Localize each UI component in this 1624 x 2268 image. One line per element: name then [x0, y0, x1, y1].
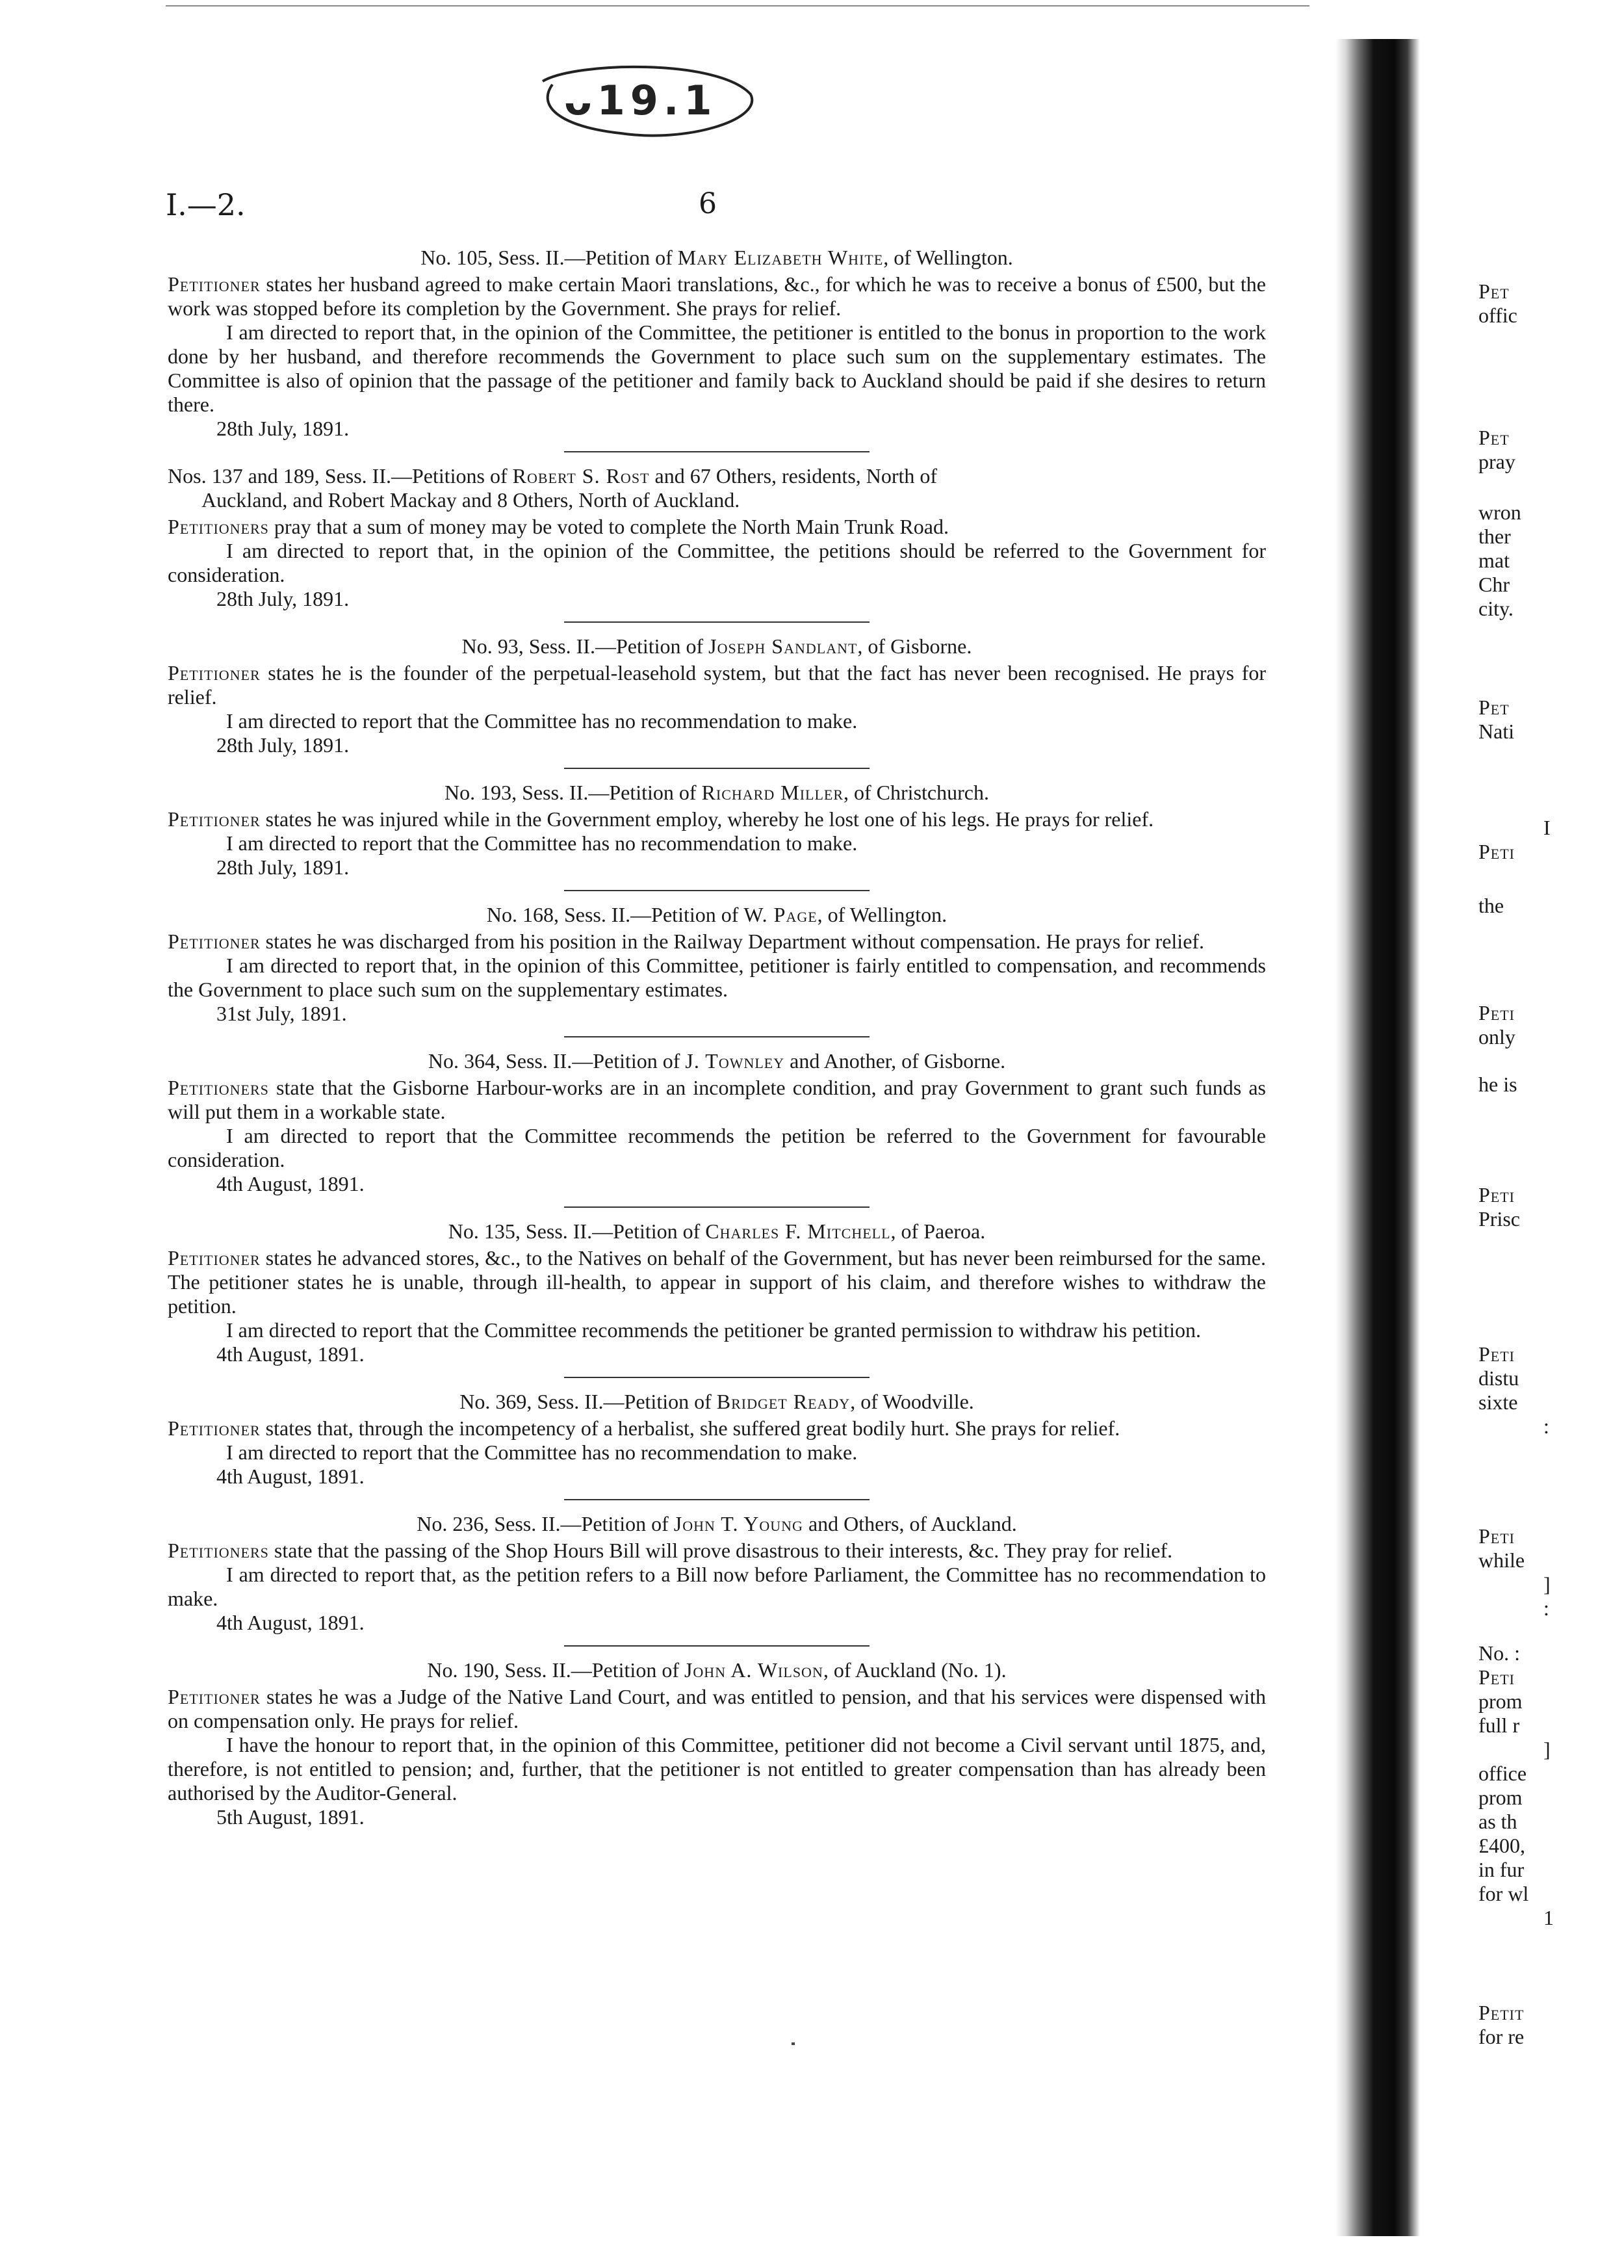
section-divider: [564, 1377, 870, 1378]
fragment-line: Petit: [1478, 2001, 1525, 2024]
handwritten-mark: ᴗ19.1: [564, 77, 717, 124]
fragment-line: :: [1543, 1414, 1549, 1438]
fragment-line: ]: [1543, 1572, 1551, 1596]
petition-statement: [168, 661, 1266, 709]
facing-page-fragment: [1478, 1183, 1624, 1231]
petition-entry: [168, 1049, 1266, 1196]
facing-page-fragment: [1478, 1001, 1624, 1049]
petition-lead: Petitioners: [168, 1539, 269, 1562]
petition-entry: [168, 1390, 1266, 1489]
fragment-line: city.: [1478, 597, 1514, 620]
heading-location: , of Auckland (No. 1).: [823, 1658, 1007, 1682]
petition-heading: [168, 1219, 1266, 1244]
heading-number: No. 369, Sess. II.—Petition of: [459, 1390, 717, 1413]
facing-page-fragment: [1478, 1641, 1624, 1930]
petition-text: states he is the founder of the perpetual-leasehold system, but that the fact has never been recognised. He prays for relief.: [168, 661, 1266, 709]
petition-entry: [168, 464, 1266, 611]
facing-page-fragment: [1478, 501, 1624, 621]
section-divider: [564, 621, 870, 623]
petition-text: states he was a Judge of the Native Land Court, and was entitled to pension, and that his services were dispensed with on compensation only. He prays for relief.: [168, 1685, 1266, 1732]
report-date: 28th July, 1891.: [216, 733, 350, 757]
petition-heading: [168, 1512, 1266, 1536]
heading-number: Nos. 137 and 189, Sess. II.—Petitions of: [168, 464, 513, 488]
facing-page-fragment: [1478, 696, 1624, 744]
petitioner-name: J. Townley: [685, 1049, 785, 1073]
petitioner-name: Bridget Ready: [716, 1390, 851, 1413]
fragment-line: in fur: [1478, 1858, 1525, 1881]
report-date: 4th August, 1891.: [216, 1342, 365, 1366]
petition-statement: [168, 1685, 1266, 1733]
petition-text: state that the Gisborne Harbour-works are in an incomplete condition, and pray Government to grant such funds as will put them in a workable state.: [168, 1076, 1266, 1123]
committee-report: I am directed to report that the Committee has no recommendation to make.: [226, 709, 858, 733]
petition-statement: [168, 930, 1266, 954]
petition-lead: Petitioner: [168, 1416, 261, 1440]
petition-heading: [168, 246, 1266, 270]
fragment-line: Pet: [1478, 426, 1510, 449]
facing-page-fragment: [1478, 2001, 1624, 2049]
petitioner-name: Mary Elizabeth White: [677, 246, 884, 269]
fragment-line: for wl: [1478, 1882, 1529, 1905]
heading-location: , of Wellington.: [883, 246, 1013, 269]
heading-location: , of Christchurch.: [844, 781, 989, 804]
petitioner-name: John T. Young: [673, 1512, 803, 1535]
facing-page-fragment: [1478, 426, 1624, 474]
fragment-line: only: [1478, 1025, 1515, 1049]
petition-heading: [168, 781, 1266, 805]
petition-lead: Petitioners: [168, 1076, 269, 1099]
petition-text: state that the passing of the Shop Hours Bill will prove disastrous to their interests, &c. They pray for relief.: [268, 1539, 1173, 1562]
heading-number: No. 193, Sess. II.—Petition of: [445, 781, 702, 804]
fragment-line: while: [1478, 1548, 1525, 1572]
fragment-line: Chr: [1478, 573, 1510, 596]
heading-number: No. 364, Sess. II.—Petition of: [428, 1049, 686, 1073]
report-date: 4th August, 1891.: [216, 1172, 365, 1195]
petition-statement: [168, 1416, 1266, 1440]
document-reference: I.—2.: [166, 187, 246, 222]
fragment-line: he is: [1478, 1073, 1517, 1096]
fragment-line: for re: [1478, 2025, 1525, 2048]
fragment-line: £400,: [1478, 1834, 1525, 1857]
heading-location: and 67 Others, residents, North of: [649, 464, 938, 488]
committee-report: I am directed to report that the Committee has no recommendation to make.: [226, 831, 858, 855]
petition-lead: Petitioner: [168, 807, 261, 831]
petition-lead: Petitioner: [168, 930, 261, 953]
petition-entry: [168, 246, 1266, 441]
fragment-line: Pet: [1478, 696, 1510, 719]
petition-entry: [168, 1658, 1266, 1829]
petitioner-name: John A. Wilson: [684, 1658, 823, 1682]
petition-statement: [168, 807, 1266, 831]
fragment-line: Peti: [1478, 840, 1515, 863]
facing-page-fragment: [1478, 1073, 1624, 1097]
committee-report: I am directed to report that, as the petition refers to a Bill now before Parliament, the Committee has no recommendation to make.: [168, 1563, 1266, 1610]
petition-lead: Petitioners: [168, 515, 269, 538]
petition-entry: [168, 1219, 1266, 1366]
fragment-line: Peti: [1478, 1342, 1515, 1366]
top-edge-rule: [166, 5, 1309, 7]
fragment-line: full r: [1478, 1714, 1520, 1737]
heading-location: , of Wellington.: [817, 903, 947, 926]
fragment-line: Peti: [1478, 1001, 1515, 1024]
petition-heading: [168, 1658, 1266, 1682]
petition-entry: [168, 781, 1266, 880]
fragment-line: :: [1543, 1597, 1549, 1620]
fragment-line: Nati: [1478, 720, 1515, 743]
facing-page-fragment: [1478, 1342, 1624, 1439]
petition-lead: Petitioner: [168, 1246, 261, 1270]
petition-statement: [168, 1076, 1266, 1124]
fragment-line: Peti: [1478, 1524, 1515, 1548]
petitioner-name: Joseph Sandlant: [708, 634, 858, 658]
fragment-line: Peti: [1478, 1183, 1515, 1206]
petition-entry: [168, 903, 1266, 1026]
committee-report: I am directed to report that the Committee recommends the petitioner be granted permission to withdraw his petition.: [226, 1318, 1202, 1342]
report-date: 28th July, 1891.: [216, 587, 350, 610]
fragment-line: Prisc: [1478, 1207, 1520, 1231]
petitions-column: [168, 246, 1266, 1829]
fragment-line: ther: [1478, 525, 1511, 548]
report-date: 5th August, 1891.: [216, 1805, 365, 1829]
fragment-line: sixte: [1478, 1390, 1518, 1414]
section-divider: [564, 1645, 870, 1647]
petitioner-name: W. Page: [743, 903, 818, 926]
heading-location: and Another, of Gisborne.: [784, 1049, 1006, 1073]
petition-statement: [168, 272, 1266, 320]
print-speck: [792, 2042, 795, 2045]
section-divider: [564, 451, 870, 452]
fragment-line: mat: [1478, 549, 1510, 572]
committee-report: I am directed to report that, in the opinion of the Committee, the petitioner is entitled to the bonus in proportion to the work done by her husband, and therefore recommends the Government to place such sum on the supplementary estimates. The Committee is also of opinion that the passage of the petitioner and family back to Auckland should be paid if she desires to return there.: [168, 320, 1266, 416]
petition-heading: [168, 1049, 1266, 1073]
fragment-line: the: [1478, 894, 1504, 917]
petition-text: states he was discharged from his position in the Railway Department without compensation. He prays for relief.: [260, 930, 1205, 953]
facing-page-fragment: [1478, 816, 1624, 864]
section-divider: [564, 1036, 870, 1037]
petition-text: states he was injured while in the Government employ, whereby he lost one of his legs. He prays for relief.: [260, 807, 1154, 831]
petition-statement: [168, 1246, 1266, 1318]
heading-number: No. 93, Sess. II.—Petition of: [461, 634, 709, 658]
heading-location: , of Gisborne.: [857, 634, 972, 658]
fragment-line: wron: [1478, 501, 1521, 524]
fragment-line: pray: [1478, 450, 1515, 473]
petition-text: states that, through the incompetency of a herbalist, she suffered great bodily hurt. She prays for relief.: [260, 1416, 1120, 1440]
section-divider: [564, 1499, 870, 1500]
fragment-line: No. :: [1478, 1641, 1520, 1665]
section-divider: [564, 768, 870, 769]
committee-report: I am directed to report that the Committee recommends the petition be referred to the Government for favourable consideration.: [168, 1124, 1266, 1171]
page-number: 6: [699, 187, 717, 220]
petition-entry: [168, 1512, 1266, 1635]
heading-number: No. 190, Sess. II.—Petition of: [427, 1658, 684, 1682]
facing-page-fragment: [1478, 280, 1624, 328]
committee-report: I have the honour to report that, in the opinion of this Committee, petitioner did not become a Civil servant until 1875, and, therefore, is not entitled to pension; and, further, that the petitioner is not entitled to greater compensation than has already been authorised by the Auditor-General.: [168, 1733, 1266, 1805]
heading-location: , of Paeroa.: [890, 1219, 986, 1243]
committee-report: I am directed to report that the Committee has no recommendation to make.: [226, 1440, 858, 1464]
petitioner-name: Charles F. Mitchell: [705, 1219, 891, 1243]
section-divider: [564, 890, 870, 891]
petition-heading: [168, 903, 1266, 927]
fragment-line: ]: [1543, 1738, 1551, 1761]
heading-number: No. 135, Sess. II.—Petition of: [448, 1219, 706, 1243]
petition-text: states her husband agreed to make certain Maori translations, &c., for which he was to receive a bonus of £500, but the work was stopped before its completion by the Government. She prays for relief.: [168, 272, 1266, 320]
committee-report: I am directed to report that, in the opinion of this Committee, petitioner is fairly entitled to compensation, and recommends the Government to place such sum on the supplementary estimates.: [168, 954, 1266, 1001]
heading-number: No. 168, Sess. II.—Petition of: [486, 903, 744, 926]
report-date: 31st July, 1891.: [216, 1002, 347, 1025]
petition-statement: [168, 515, 1266, 539]
fragment-line: Pet: [1478, 280, 1510, 303]
petition-entry: [168, 634, 1266, 757]
petition-text: pray that a sum of money may be voted to complete the North Main Trunk Road.: [268, 515, 949, 538]
committee-report: I am directed to report that, in the opinion of the Committee, the petitions should be referred to the Government for consideration.: [168, 539, 1266, 586]
petition-statement: [168, 1539, 1266, 1563]
petition-lead: Petitioner: [168, 272, 261, 296]
fragment-line: office: [1478, 1762, 1527, 1785]
petition-heading: [168, 464, 1266, 512]
petitioner-name: Robert S. Rost: [512, 464, 650, 488]
fragment-line: as th: [1478, 1810, 1517, 1833]
petition-lead: Petitioner: [168, 661, 261, 684]
petitioner-name: Richard Miller: [701, 781, 844, 804]
heading-location: , of Woodville.: [850, 1390, 974, 1413]
fragment-line: offic: [1478, 304, 1517, 327]
fragment-line: I: [1543, 816, 1551, 839]
fragment-line: prom: [1478, 1689, 1523, 1713]
book-binding-shadow: [1335, 39, 1420, 2236]
report-date: 28th July, 1891.: [216, 417, 350, 440]
facing-page-fragment: [1478, 894, 1624, 918]
fragment-line: 1: [1543, 1906, 1554, 1929]
heading-number: No. 105, Sess. II.—Petition of: [420, 246, 678, 269]
petition-lead: Petitioner: [168, 1685, 261, 1708]
petition-text: states he advanced stores, &c., to the Natives on behalf of the Government, but has never been reimbursed for the same. The petitioner states he is unable, through ill-health, to appear in support of his claim, and therefore wishes to withdraw the petition.: [168, 1246, 1266, 1318]
fragment-line: distu: [1478, 1366, 1519, 1390]
petition-heading: [168, 634, 1266, 658]
facing-page-fragment: [1478, 1524, 1624, 1621]
heading-number: No. 236, Sess. II.—Petition of: [417, 1512, 674, 1535]
report-date: 4th August, 1891.: [216, 1465, 365, 1488]
report-date: 4th August, 1891.: [216, 1611, 365, 1634]
heading-continuation: Auckland, and Robert Mackay and 8 Others, North of Auckland.: [201, 488, 740, 512]
fragment-line: Peti: [1478, 1665, 1515, 1689]
section-divider: [564, 1206, 870, 1208]
report-date: 28th July, 1891.: [216, 855, 350, 879]
heading-location: and Others, of Auckland.: [803, 1512, 1017, 1535]
fragment-line: prom: [1478, 1786, 1523, 1809]
petition-heading: [168, 1390, 1266, 1414]
